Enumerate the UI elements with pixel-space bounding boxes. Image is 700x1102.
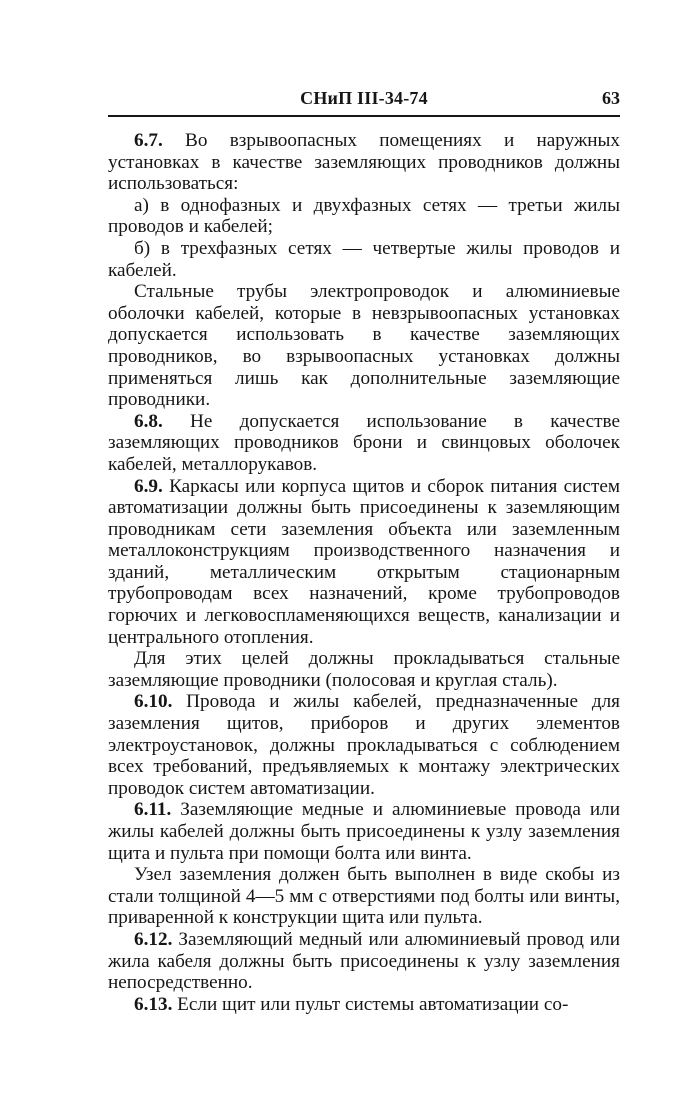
paragraph-text: Не допускается использование в качестве заземляющих проводников брони и свинцовых оболочек кабелей, металлорукавов.	[108, 410, 620, 475]
paragraph-text: Стальные трубы электропроводок и алюминиевые оболочки кабелей, которые в невзрывоопасных установках допускается использовать в качестве заземляющих проводников, во взрывоопасных установках должны применяться лишь как дополнительные заземляющие проводники.	[108, 281, 620, 411]
clause-number: 6.7.	[134, 130, 163, 151]
paragraph-text: Заземляющие медные и алюминиевые провода или жилы кабелей должны быть присоединены к узлу заземления щита и пульта при помощи болта или винта.	[108, 799, 620, 864]
paragraph-text: Если щит или пульт системы автоматизации со-	[172, 993, 569, 1015]
clause-number: 6.9.	[134, 475, 163, 497]
clause-number: 6.10.	[134, 691, 173, 713]
clause-number: 6.8.	[134, 410, 163, 432]
running-title: СНиП III-34-74	[300, 88, 428, 108]
paragraph-6-7	[108, 130, 620, 195]
paragraph-item-b	[108, 238, 620, 281]
paragraph-steel-conductors	[108, 648, 620, 691]
clause-number: 6.13.	[134, 993, 173, 1015]
paragraph-item-a	[108, 195, 620, 238]
paragraph-text: Во взрывоопасных помещениях и наружных установках в качестве заземляющих проводников должны использоваться:	[108, 130, 620, 195]
paragraph-steel-pipes	[108, 281, 620, 411]
paragraph-6-8	[108, 411, 620, 476]
paragraph-6-11	[108, 799, 620, 864]
paragraph-text: а) в однофазных и двухфазных сетях — третьи жилы проводов и кабелей;	[108, 194, 620, 238]
paragraph-6-13	[108, 994, 620, 1016]
header-rule	[108, 115, 620, 117]
paragraph-text: б) в трехфазных сетях — четвертые жилы проводов и кабелей.	[108, 237, 620, 281]
body-text	[108, 130, 620, 1015]
paragraph-6-9	[108, 476, 620, 649]
paragraph-grounding-node	[108, 864, 620, 929]
clause-number: 6.12.	[134, 928, 173, 950]
paragraph-text: Узел заземления должен быть выполнен в виде скобы из стали толщиной 4—5 мм с отверстиями под болты или винты, приваренной к конструкции щита или пульта.	[108, 864, 620, 929]
page-number: 63	[602, 88, 620, 108]
paragraph-text: Каркасы или корпуса щитов и сборок питания систем автоматизации должны быть присоединены к заземляющим проводникам сети заземления объекта или заземленным металлоконструкциям производственного назначения и зданий, металлическим открытым стационарным трубопроводам всех назначений, кроме трубопроводов горючих и легковоспламеняющихся веществ, канализации и центрального отопления.	[108, 475, 620, 648]
paragraph-text: Для этих целей должны прокладываться стальные заземляющие проводники (полосовая и круглая сталь).	[108, 648, 620, 691]
paragraph-6-12	[108, 929, 620, 994]
clause-number: 6.11.	[134, 799, 172, 821]
paragraph-text: Провода и жилы кабелей, предназначенные для заземления щитов, приборов и других элементов электроустановок, должны прокладываться с соблюдением всех требований, предъявляемых к монтажу электрических проводок систем автоматизации.	[108, 691, 620, 799]
paragraph-text: Заземляющий медный или алюминиевый провод или жила кабеля должны быть присоединены к узлу заземления непосредственно.	[108, 928, 620, 994]
paragraph-6-10	[108, 691, 620, 799]
page-header	[108, 88, 620, 118]
